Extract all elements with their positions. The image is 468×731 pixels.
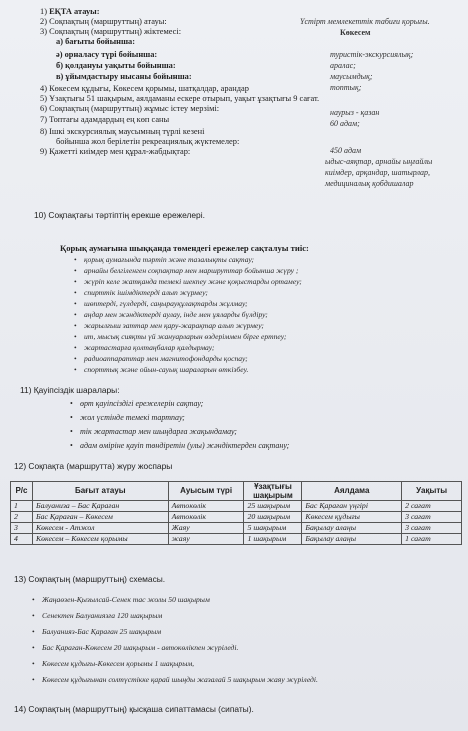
- section-11-title: 11) Қауіпсіздік шаралары:: [20, 385, 120, 395]
- sub-item-v: в) ұйымдастыру нысаны бойынша:: [56, 72, 192, 81]
- table-header-row: [11, 482, 462, 501]
- route-plan-table: [10, 481, 462, 545]
- table-cell: 1 шақырым: [244, 534, 302, 545]
- item-8-cont: бойынша жол берілетін рекреациялық жүктемелер:: [56, 137, 240, 146]
- sub-item-b: б) қолдануы уақыты бойынша:: [56, 61, 176, 70]
- table-cell: Балуаниза – Бас Қараған: [32, 501, 168, 512]
- safety-item: • өрт қауіпсіздігі ережелерін сақтау;: [80, 399, 203, 408]
- group-value: 60 адам;: [330, 119, 360, 128]
- table-header: Р/с: [11, 482, 33, 501]
- item-8: 8) Ішкі экскурсиялық маусымның түрлі кезені: [40, 127, 205, 136]
- table-cell: 2 сағат: [402, 501, 462, 512]
- scheme-item: • Жаңаөзен-Қызылсай-Сенек тас жолы 50 шақырым: [42, 595, 210, 604]
- table-cell: 1 сағат: [402, 534, 462, 545]
- location-value: аралас;: [330, 61, 356, 70]
- safety-item: • адам өміріне қауіп төндіретін (улы) жәндіктерден сақтану;: [80, 441, 289, 450]
- scheme-item: • Бас Қараған-Көкесем 20 шақырым - автокөлікпен жүріледі.: [42, 643, 238, 652]
- table-row: [11, 534, 462, 545]
- table-header: Бағыт атауы: [32, 482, 168, 501]
- table-cell: Бақылау алаңы: [302, 523, 402, 534]
- rule-item: • арнайы белгіленген соқпақтар мен маршруттар бойынша жүру ;: [84, 266, 298, 275]
- table-cell: 4: [11, 534, 33, 545]
- item-7: 7) Топтағы адамдардың ең көп саны: [40, 115, 170, 124]
- table-cell: 3 сағат: [402, 512, 462, 523]
- safety-item: • тік жартастар мен шыңдарға жақындамау;: [80, 427, 237, 436]
- item-3: 3) Соқпақтың (маршруттың) жіктемесі:: [40, 27, 182, 36]
- rule-item: • спирттік ішімдіктерді алып жүрмеу;: [84, 288, 208, 297]
- equipment-line-2: киімдер, арқандар, шатырлар,: [325, 168, 431, 177]
- item-2: 2) Соқпақтың (маршруттың) атауы:: [40, 17, 167, 26]
- table-cell: 5 шақырым: [244, 523, 302, 534]
- scheme-item: • Балуанияз-Бас Қараған 25 шақырым: [42, 627, 161, 636]
- table-row: [11, 523, 462, 534]
- scheme-item: • Көкесем құдығынан солтүстікке қарай шыңды жазалай 5 шақырым жаяу жүріледі.: [42, 675, 318, 684]
- org-value: Үстірт мемлекеттік табиғи қорығы.: [300, 17, 430, 26]
- table-cell: Көкесем – Көкесем қорымы: [32, 534, 168, 545]
- table-cell: 20 шақырым: [244, 512, 302, 523]
- table-cell: Бас Қараған – Көкесем: [32, 512, 168, 523]
- table-cell: Көкесем - Атжол: [32, 523, 168, 534]
- rule-item: • аңдар мен жәндіктерді аулау, інде мен ұяларды бүлдіру;: [84, 310, 268, 319]
- equipment-line-1: ыдыс-аяқтар, арнайы ыңғайлы: [325, 157, 433, 166]
- table-cell: Бақылау алаңы: [302, 534, 402, 545]
- table-cell: 25 шақырым: [244, 501, 302, 512]
- safety-item: • жол үстінде темекі тартпау;: [80, 413, 185, 422]
- table-cell: 1: [11, 501, 33, 512]
- season-value: маусымдық;: [330, 72, 373, 81]
- rule-item: • шөптерді, гүлдерді, саңырауқұлақтарды жұлмау;: [84, 299, 248, 308]
- table-header: Ауысым түрі: [168, 482, 244, 501]
- period-value: наурыз - қазан: [330, 108, 380, 117]
- table-cell: 3 сағат: [402, 523, 462, 534]
- table-row: [11, 501, 462, 512]
- table-cell: Бас Қараған үңгірі: [302, 501, 402, 512]
- table-row: [11, 512, 462, 523]
- load-value: 450 адам: [330, 146, 362, 155]
- table-cell: Жаяу: [168, 523, 244, 534]
- rule-item: • жартастарға қолтаңбалар қалдырмау;: [84, 343, 214, 352]
- section-12-title: 12) Соқпақта (маршрутта) жүру жоспары: [14, 461, 173, 471]
- item-6: 6) Соқпақтың (маршруттың) жұмыс істеу мерзімі:: [40, 104, 220, 113]
- scheme-item: • Сенектен Балуаниязға 120 шақырым: [42, 611, 162, 620]
- form-value: топтық;: [330, 83, 362, 92]
- rule-item: • жүріп келе жатқанда темекі шекпеу және қоқыстарды ортамеу;: [84, 277, 302, 286]
- section-10-title: 10) Соқпақтағы тәртіптің ерекше ережелері.: [34, 210, 205, 220]
- sub-item-ae: ә) орналасу түрі бойынша:: [56, 50, 158, 59]
- table-header: Аялдама: [302, 482, 402, 501]
- scheme-item: • Көкесем құдығы-Көкесем қорымы 1 шақырым,: [42, 659, 194, 668]
- table-cell: 3: [11, 523, 33, 534]
- rule-item: • ит, мысық сияқты үй жануарларын өздеріммен бірге ертпеу;: [84, 332, 286, 341]
- rules-heading: Қорық аумағына шыққанда төмендегі ережелер сақталуы тиіс:: [60, 243, 309, 253]
- rule-item: • қорық аумағында тәртіп және тазалықты сақтау;: [84, 255, 254, 264]
- sub-item-a: а) бағыты бойынша:: [56, 37, 136, 46]
- table-header: Ұзақтығы шақырым: [244, 482, 302, 501]
- table-cell: 2: [11, 512, 33, 523]
- table-cell: Көкесем құдығы: [302, 512, 402, 523]
- table-cell: Автокөлік: [168, 512, 244, 523]
- item-9: 9) Қажетті киімдер мен құрал-жабдықтар:: [40, 147, 191, 156]
- equipment-line-3: медициналық қобдишалар: [325, 179, 414, 188]
- table-cell: Автокөлік: [168, 501, 244, 512]
- route-value: Көкесем: [340, 28, 371, 37]
- item-4: 4) Көкесем құдығы, Көкесем қорымы, шатқалдар, арандар: [40, 84, 249, 93]
- rule-item: • спорттық және ойын-сауық шараларын өткізбеу.: [84, 365, 248, 374]
- table-cell: жаяу: [168, 534, 244, 545]
- rule-item: • жарылғыш заттар мен қару-жарақтар алып жүрмеу;: [84, 321, 264, 330]
- section-13-title: 13) Соқпақтың (маршруттың) схемасы.: [14, 574, 166, 584]
- section-14-title: 14) Соқпақтың (маршруттың) қысқаша сипаттамасы (сипаты).: [14, 704, 254, 714]
- item-5: 5) Ұзақтығы 51 шақырым, аялдаманы ескере отырып, уақыт ұзақтығы 9 сағат.: [40, 94, 320, 103]
- table-header: Уақыты: [402, 482, 462, 501]
- rule-item: • радиоаппараттар мен магнитофондарды қоспау;: [84, 354, 248, 363]
- direction-value: туристік-экскурсиялық;: [330, 50, 414, 59]
- item-1: 1) ЕҚТА атауы:: [40, 7, 100, 16]
